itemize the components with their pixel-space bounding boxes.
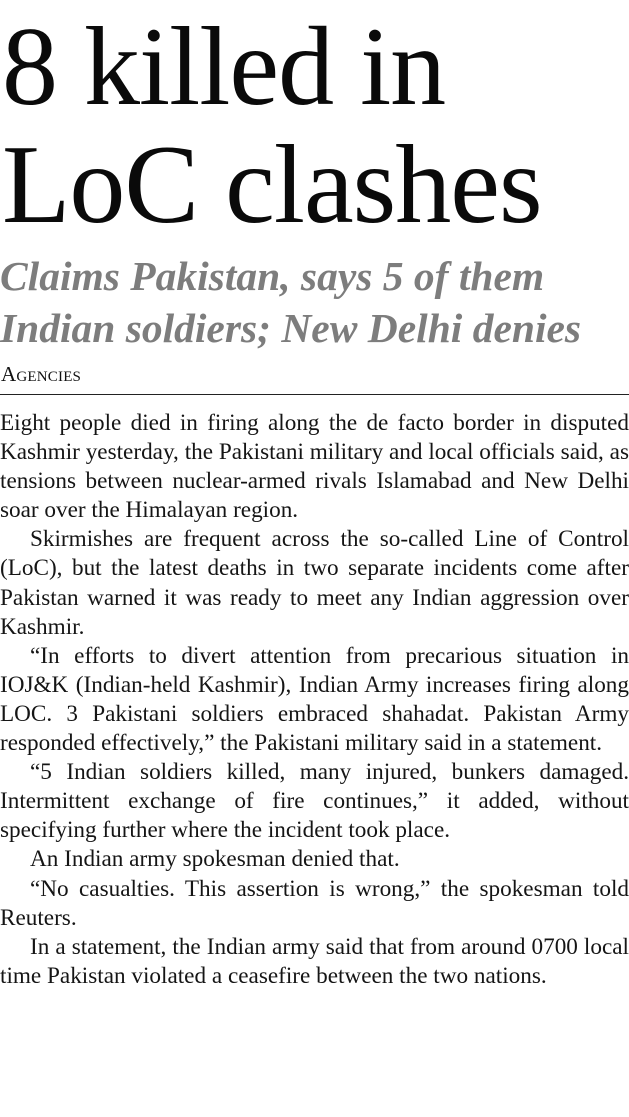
headline-line-2: LoC clashes — [2, 123, 542, 247]
headline-line-1: 8 killed in — [2, 5, 446, 129]
byline-divider — [0, 394, 629, 395]
byline: Agencies — [1, 362, 82, 386]
headline — [2, 5, 629, 247]
paragraph: Skirmishes are frequent across the so-called Line of Control (LoC), but the latest deaths in two separate incidents come after Pakistan warned it was ready to meet any Indian aggression over Kashmir. — [0, 526, 629, 640]
paragraph: “No casualties. This assertion is wrong,” the spokesman told Reuters. — [0, 875, 629, 931]
paragraph: In a statement, the Indian army said that from around 0700 local time Pakistan violated a ceasefire between the two nations. — [0, 933, 629, 989]
paragraph: “In efforts to divert attention from precarious situation in IOJ&K (Indian-held Kashmir), Indian Army increases firing along LOC. 3 Pakistani soldiers embraced shahadat. Pakistan Army responded effectively,” the Pakistani military said in a statement. — [0, 642, 629, 757]
paragraph: An Indian army spokesman denied that. — [30, 846, 400, 873]
paragraph: Eight people died in firing along the de facto border in disputed Kashmir yesterday, the Pakistani military and local officials said, as tensions between nuclear-armed rivals Islamabad and New Delhi soar over the Himalayan region. — [0, 410, 629, 524]
subheadline — [0, 250, 629, 354]
paragraph: “5 Indian soldiers killed, many injured, bunkers damaged. Intermittent exchange of fire continues,” it added, without specifying further where the incident took place. — [0, 759, 629, 844]
subheadline-line-1: Claims Pakistan, says 5 of them — [0, 253, 545, 299]
subheadline-line-2: Indian soldiers; New Delhi denies — [0, 305, 582, 351]
article-body — [0, 409, 629, 991]
